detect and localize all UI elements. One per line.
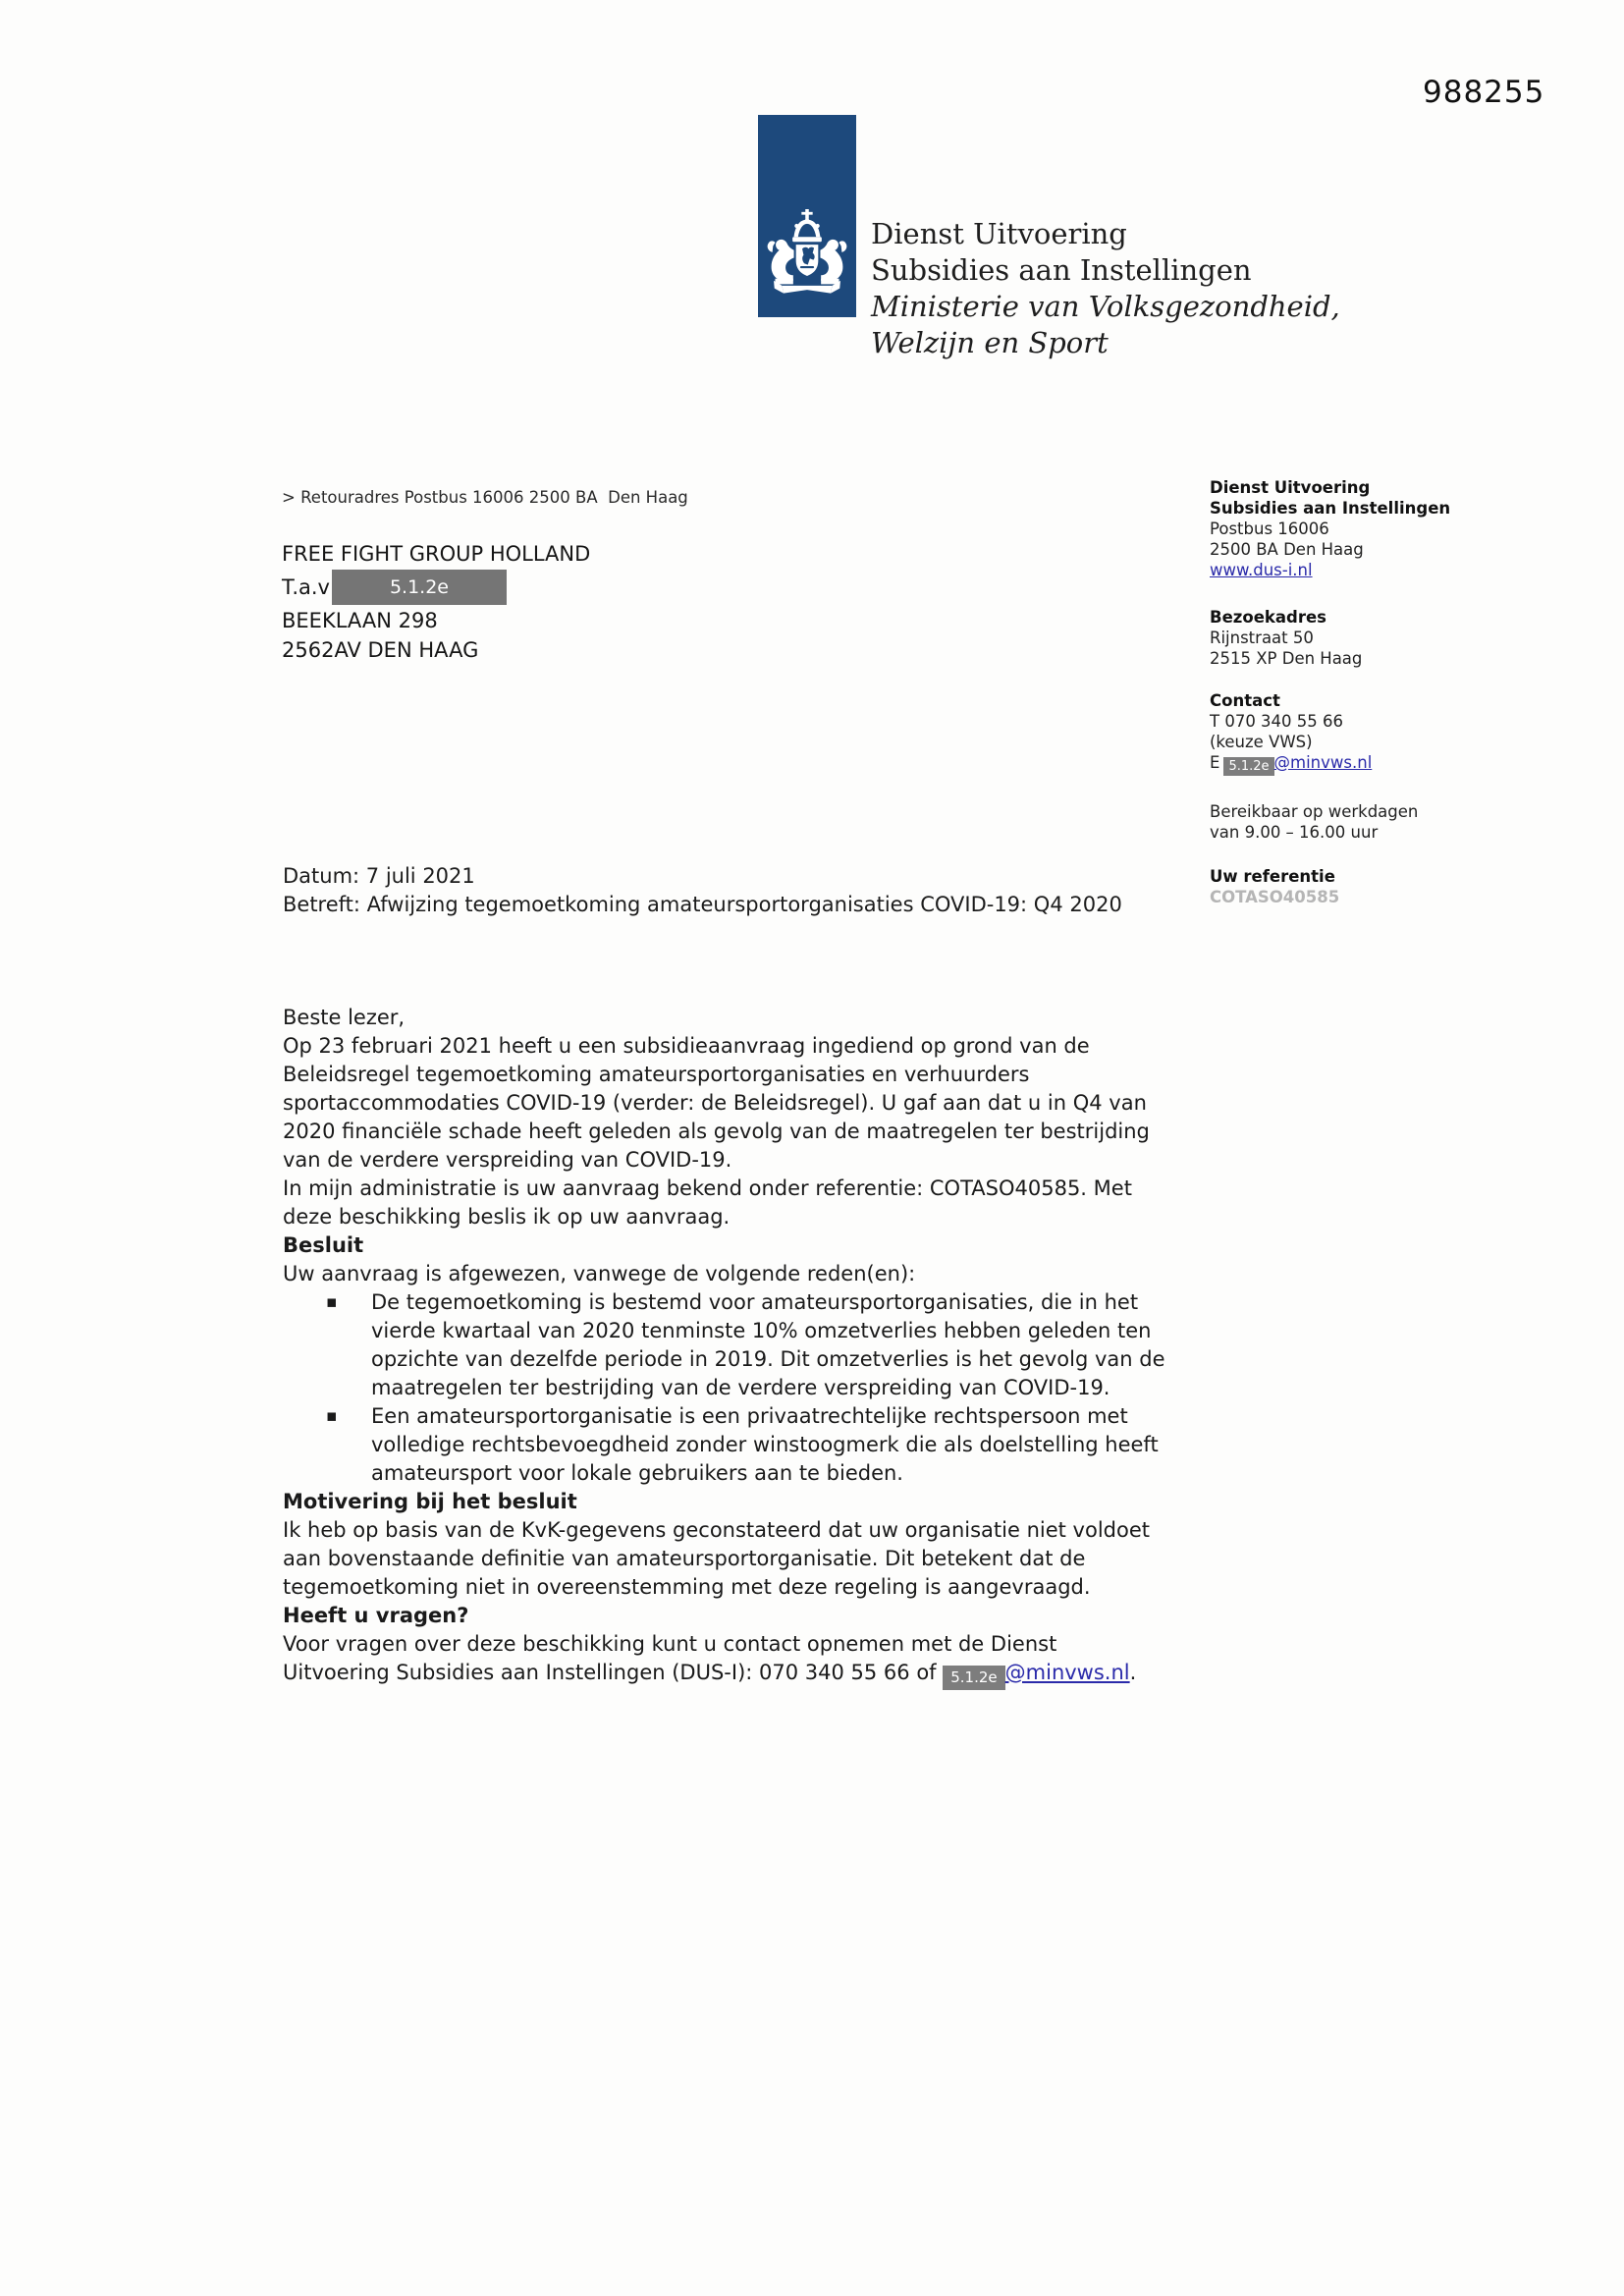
- motivation-text: Ik heb op basis van de KvK-gegevens geconstateerd dat uw organisatie niet voldoet aan bovenstaande definitie van amateursportorganisatie. Dit betekent dat de tegemoetkoming niet in overeenstemming met deze regeling is aangevraagd.: [283, 1518, 1150, 1599]
- questions-text: Voor vragen over deze beschikking kunt u contact opnemen met de Dienst Uitvoering Subsidies aan Instellingen (DUS-I): 070 340 55 66 of: [283, 1632, 1057, 1684]
- contact-heading: Contact: [1210, 691, 1280, 710]
- sidebar-org-group: [1210, 477, 1534, 580]
- sidebar-contact-group: [1210, 690, 1534, 776]
- decision-bullet-list: [283, 1288, 1168, 1488]
- questions-heading: Heeft u vragen?: [283, 1604, 469, 1627]
- redaction-box-attn: 5.1.2e: [332, 570, 507, 605]
- reference-value: COTASO40585: [1210, 888, 1340, 906]
- decision-bullet-2: [283, 1402, 1168, 1488]
- logo-org-line1: Dienst Uitvoering: [871, 217, 1127, 250]
- recipient-street: BEEKLAAN 298: [282, 609, 438, 632]
- decision-bullet-1: [283, 1288, 1168, 1402]
- sidebar-postbus: Postbus 16006: [1210, 519, 1329, 538]
- motivation-heading: Motivering bij het besluit: [283, 1490, 577, 1513]
- sidebar-org-line2: Subsidies aan Instellingen: [1210, 499, 1451, 518]
- decision-heading: Besluit: [283, 1233, 364, 1257]
- contact-phone-note: (keuze VWS): [1210, 733, 1313, 751]
- reference-heading: Uw referentie: [1210, 867, 1335, 886]
- sidebar-reference-group: [1210, 866, 1534, 907]
- recipient-city: 2562AV DEN HAAG: [282, 638, 479, 662]
- questions-period: .: [1129, 1661, 1137, 1684]
- coat-of-arms-icon: [761, 209, 853, 300]
- logo-ministry-line2: Welzijn en Sport: [871, 326, 1109, 359]
- contact-phone: T 070 340 55 66: [1210, 712, 1344, 731]
- visit-street: Rijnstraat 50: [1210, 629, 1314, 647]
- sidebar-org-line1: Dienst Uitvoering: [1210, 478, 1371, 497]
- sidebar-postcode: 2500 BA Den Haag: [1210, 540, 1364, 559]
- date-line: Datum: 7 juli 2021: [283, 864, 475, 888]
- email-domain-link[interactable]: @minvws.nl: [1273, 753, 1373, 772]
- sidebar-visit-group: [1210, 607, 1534, 669]
- salutation: Beste lezer,: [283, 1006, 406, 1029]
- decision-bullet-1-text: De tegemoetkoming is bestemd voor amateursportorganisaties, die in het vierde kwartaal van 2020 tenminste 10% omzetverlies hebben geleden ten opzichte van dezelfde periode in 2019. Dit omzetverlies is het gevolg van de maatregelen ter bestrijding van de verdere verspreiding van COVID-19.: [371, 1290, 1165, 1399]
- website-link[interactable]: www.dus-i.nl: [1210, 561, 1313, 579]
- paragraph-application: Op 23 februari 2021 heeft u een subsidieaanvraag ingediend op grond van de Beleidsregel tegemoetkoming amateursportorganisaties en verhuurders sportaccommodaties COVID-19 (verder: de Beleidsregel). U gaf aan dat u in Q4 van 2020 financiële schade heeft geleden als gevolg van de maatregelen ter bestrijding van de verdere verspreiding van COVID-19.: [283, 1034, 1150, 1172]
- recipient-address-block: [282, 539, 590, 665]
- availability-line2: van 9.00 – 16.00 uur: [1210, 823, 1379, 842]
- sidebar-contact-info: [1210, 477, 1534, 907]
- rijksoverheid-logo-bar: [758, 115, 856, 317]
- subject-line: Betreft: Afwijzing tegemoetkoming amateursportorganisaties COVID-19: Q4 2020: [283, 893, 1122, 916]
- recipient-name: FREE FIGHT GROUP HOLLAND: [282, 542, 591, 566]
- paragraph-reference: In mijn administratie is uw aanvraag bekend onder referentie: COTASO40585. Met deze beschikking beslis ik op uw aanvraag.: [283, 1176, 1132, 1229]
- attn-prefix: T.a.v: [282, 575, 330, 599]
- return-address-line: > Retouradres Postbus 16006 2500 BA Den Haag: [282, 488, 688, 507]
- footer-email-domain-link[interactable]: @minvws.nl: [1004, 1661, 1130, 1684]
- questions-paragraph: [283, 1630, 1168, 1690]
- redaction-box-email-sidebar: 5.1.2e: [1223, 757, 1273, 776]
- visit-heading: Bezoekadres: [1210, 608, 1326, 627]
- sidebar-availability-group: [1210, 801, 1534, 843]
- logo-ministry-line1: Ministerie van Volksgezondheid,: [871, 290, 1340, 323]
- date-subject-block: [283, 862, 1122, 919]
- decision-intro: Uw aanvraag is afgewezen, vanwege de volgende reden(en):: [283, 1262, 916, 1285]
- decision-bullet-2-text: Een amateursportorganisatie is een privaatrechtelijke rechtspersoon met volledige rechtsbevoegdheid zonder winstoogmerk die als doelstelling heeft amateursport voor lokale gebruikers aan te bieden.: [371, 1404, 1159, 1485]
- scan-number: 988255: [1423, 75, 1545, 110]
- availability-line1: Bereikbaar op werkdagen: [1210, 802, 1419, 821]
- email-prefix: E: [1210, 753, 1220, 772]
- visit-postcode: 2515 XP Den Haag: [1210, 649, 1363, 668]
- recipient-attn-row: [282, 569, 590, 606]
- redaction-box-email-footer: 5.1.2e: [943, 1666, 1004, 1690]
- logo-wordmark: [871, 216, 1340, 361]
- letter-body: [283, 1004, 1168, 1690]
- logo-org-line2: Subsidies aan Instellingen: [871, 253, 1252, 287]
- contact-email-row: [1210, 752, 1534, 776]
